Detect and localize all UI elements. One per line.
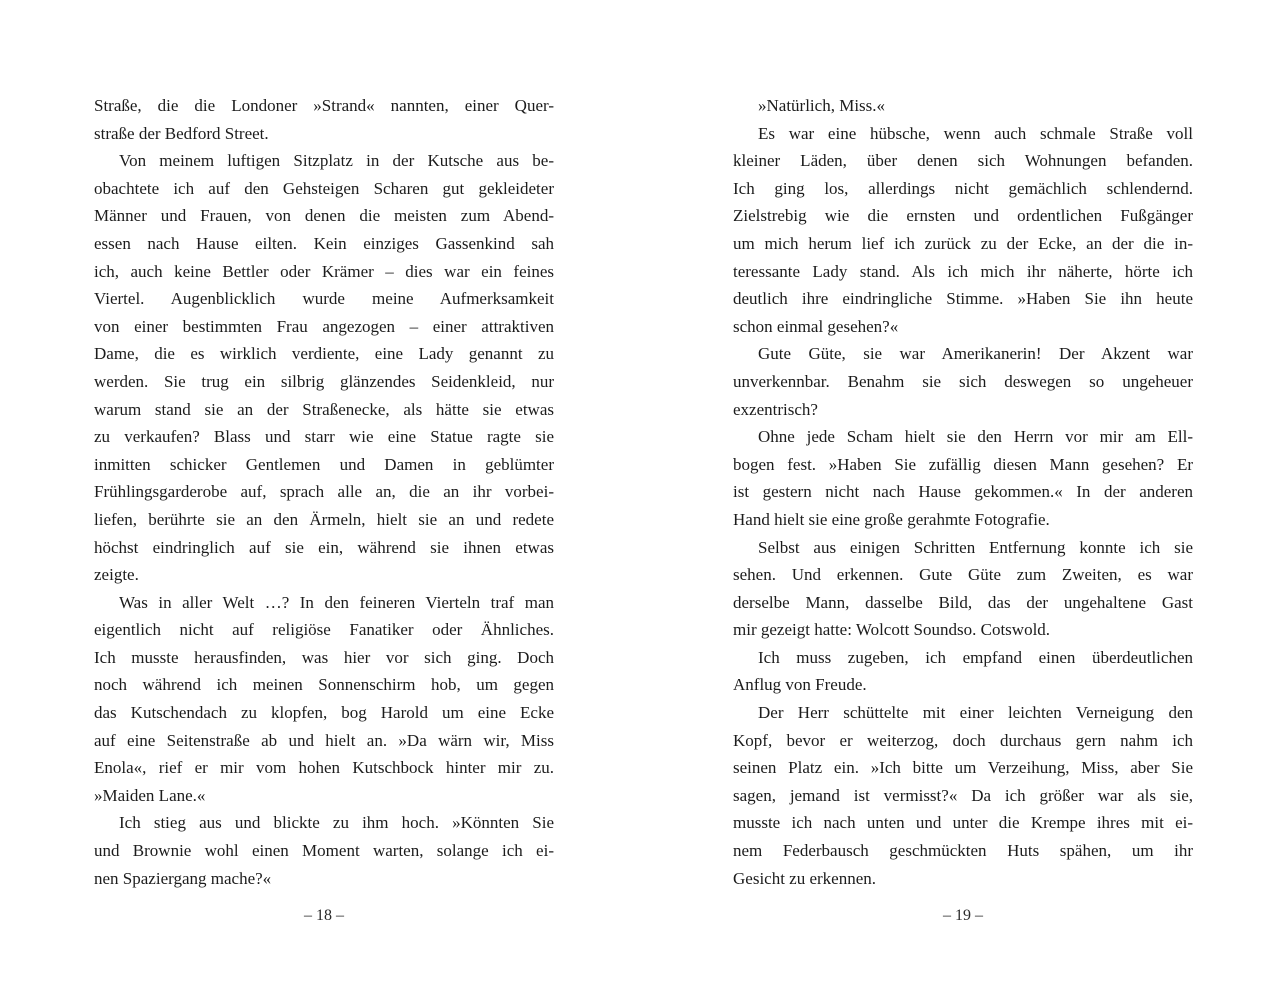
text-line: mir gezeigt hatte: Wolcott Soundso. Cotswold.	[733, 620, 1051, 640]
text-line: Dame, die es wirklich verdiente, eine Lady genannt zu	[94, 344, 554, 364]
text-line: zeigte.	[94, 565, 139, 585]
text-line: Selbst aus einigen Schritten Entfernung konnte ich sie	[758, 537, 1193, 557]
text-line: Viertel. Augenblicklich wurde meine Aufmerksamkeit	[94, 289, 554, 309]
text-line: Anflug von Freude.	[733, 675, 867, 695]
text-line: zu verkaufen? Blass und starr wie eine Statue ragte sie	[94, 427, 554, 447]
text-line: Es war eine hübsche, wenn auch schmale Straße voll	[758, 123, 1193, 143]
text-line: Gute Güte, sie war Amerikanerin! Der Akzent war	[758, 344, 1193, 364]
text-line: Von meinem luftigen Sitzplatz in der Kutsche aus be-	[119, 151, 554, 171]
text-line: höchst eindringlich auf sie ein, während sie ihnen etwas	[94, 537, 554, 557]
text-line: Ich ging los, allerdings nicht gemächlich schlendernd.	[733, 178, 1193, 198]
text-line: ich, auch keine Bettler oder Krämer – dies war ein feines	[94, 261, 554, 281]
text-line: Ich muss zugeben, ich empfand einen überdeutlichen	[758, 647, 1193, 667]
text-line: essen nach Hause eilten. Kein einziges Gassenkind sah	[94, 233, 554, 253]
text-line: nem Federbausch geschmückten Huts spähen, um ihr	[733, 841, 1193, 861]
text-line: liefen, berührte sie an den Ärmeln, hielt sie an und redete	[94, 509, 554, 529]
text-line: werden. Sie trug ein silbrig glänzendes Seidenkleid, nur	[94, 371, 554, 391]
text-line: bogen fest. »Haben Sie zufällig diesen Mann gesehen? Er	[733, 454, 1193, 474]
text-line: Kopf, bevor er weiterzog, doch durchaus gern nahm ich	[733, 730, 1193, 750]
text-line: um mich herum lief ich zurück zu der Ecke, an der die in-	[733, 233, 1193, 253]
text-line: noch während ich meinen Sonnenschirm hob, um gegen	[94, 675, 554, 695]
page-right-text-column	[733, 92, 1193, 892]
page-number-left: – 18 –	[304, 907, 344, 924]
text-line: »Natürlich, Miss.«	[758, 96, 886, 115]
text-line: »Maiden Lane.«	[94, 785, 206, 805]
text-line: straße der Bedford Street.	[94, 123, 269, 143]
text-line: auf eine Seitenstraße ab und hielt an. »Da wärn wir, Miss	[94, 730, 554, 750]
text-line: schon einmal gesehen?«	[733, 316, 899, 336]
text-line: teressante Lady stand. Als ich mich ihr näherte, hörte ich	[733, 261, 1193, 281]
text-line: Männer und Frauen, von denen die meisten zum Abend-	[94, 206, 554, 226]
text-line: Der Herr schüttelte mit einer leichten Verneigung den	[758, 703, 1193, 723]
text-line: ist gestern nicht nach Hause gekommen.« In der anderen	[733, 482, 1193, 502]
text-line: musste ich nach unten und unter die Krempe ihres mit ei-	[733, 813, 1193, 833]
text-line: Gesicht zu erkennen.	[733, 868, 877, 888]
text-line: kleiner Läden, über denen sich Wohnungen befanden.	[733, 151, 1193, 171]
text-line: das Kutschendach zu klopfen, bog Harold um eine Ecke	[94, 703, 554, 723]
text-line: inmitten schicker Gentlemen und Damen in geblümter	[94, 454, 554, 474]
page-left-text-column	[94, 92, 554, 892]
text-line: Ich musste herausfinden, was hier vor sich ging. Doch	[94, 647, 554, 667]
text-line: von einer bestimmten Frau angezogen – einer attraktiven	[94, 316, 554, 336]
text-line: und Brownie wohl einen Moment warten, solange ich ei-	[94, 841, 554, 861]
text-line: nen Spaziergang mache?«	[94, 868, 272, 888]
text-line: seinen Platz ein. »Ich bitte um Verzeihung, Miss, aber Sie	[733, 758, 1193, 778]
text-line: Frühlingsgarderobe auf, sprach alle an, die an ihr vorbei-	[94, 482, 554, 502]
text-line: Was in aller Welt …? In den feineren Vierteln traf man	[119, 592, 554, 612]
text-line: Enola«, rief er mir vom hohen Kutschbock hinter mir zu.	[94, 758, 554, 778]
page-number-right: – 19 –	[943, 907, 983, 924]
text-line: eigentlich nicht auf religiöse Fanatiker oder Ähnliches.	[94, 620, 554, 640]
text-line: obachtete ich auf den Gehsteigen Scharen gut gekleideter	[94, 178, 554, 198]
text-line: sehen. Und erkennen. Gute Güte zum Zweiten, es war	[733, 565, 1193, 585]
text-line: Straße, die die Londoner »Strand« nannten, einer Quer-	[94, 96, 554, 115]
text-line: Hand hielt sie eine große gerahmte Fotografie.	[733, 509, 1050, 529]
text-line: derselbe Mann, dasselbe Bild, das der ungehaltene Gast	[733, 592, 1193, 612]
text-line: Ohne jede Scham hielt sie den Herrn vor mir am Ell-	[758, 427, 1193, 447]
text-line: Zielstrebig wie die ernsten und ordentlichen Fußgänger	[733, 206, 1193, 226]
text-line: unverkennbar. Benahm sie sich deswegen so ungeheuer	[733, 371, 1193, 391]
text-line: exzentrisch?	[733, 399, 818, 419]
text-line: deutlich ihre eindringliche Stimme. »Haben Sie ihn heute	[733, 289, 1193, 309]
text-line: sagen, jemand ist vermisst?« Da ich größer war als sie,	[733, 785, 1193, 805]
text-line: warum stand sie an der Straßenecke, als hätte sie etwas	[94, 399, 554, 419]
text-line: Ich stieg aus und blickte zu ihm hoch. »Könnten Sie	[119, 813, 554, 833]
